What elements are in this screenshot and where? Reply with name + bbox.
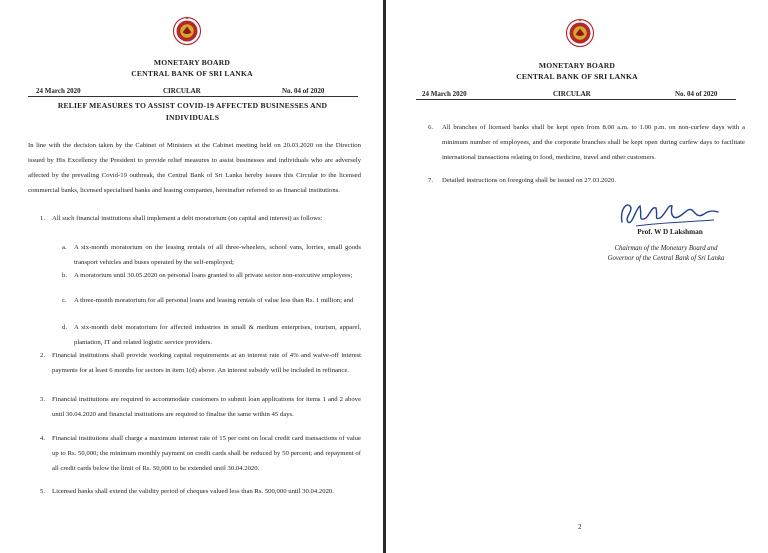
intro-paragraph: In line with the decision taken by the Cabinet of Ministers at the Cabinet meeting held on 20.03.2020 on the Direction issued by His Excellency the President to provide relief measures to assist businesses and individuals who are adversely affected by the prevailing Covid-19 outbreak, the Central Bank of Sri Lanka hereby issues this Circular to the licensed commercial banks, licensed specialised banks and leasing companies, hereinafter referred to as financial institutions. (28, 142, 361, 194)
item-number: 6. (428, 124, 434, 131)
subitem-letter: d. (62, 324, 68, 331)
circular-date: 24 March 2020 (422, 90, 467, 98)
circular-page-2 (386, 0, 768, 553)
org-name-line2: CENTRAL BANK OF SRI LANKA (131, 69, 253, 78)
item-text: Financial institutions shall charge a maximum interest rate of 15 per cent on local credit card transactions of value up to Rs. 50,000; the minimum monthly payment on credit cards shall be reduced by 50 percent; and repayment of all credit cards below the limit of Rs. 50,000 to be extended until 30.04.2020. (52, 435, 361, 472)
item-text: Detailed instructions on foregoing shall be issued on 27.03.2020. (442, 177, 617, 184)
circular-type: CIRCULAR (553, 90, 591, 98)
subitem-text: A three-month moratorium for all personal loans and leasing rentals of value less than Rs. 1 million; and (74, 297, 354, 304)
subitem-letter: a. (62, 244, 67, 251)
item-text: Licensed banks shall extend the validity period of cheques valued less than Rs. 500,000 until 30.04.2020. (52, 488, 334, 495)
item-text: All branches of licensed banks shall be kept open from 8.00 a.m. to 1.00 p.m. on non-curfew days with a minimum number of employees, and the corporate branches shall be kept open during curfew days to facilitate international transactions relating to food, medicine, travel and other customers. (442, 124, 745, 161)
item-number: 7. (428, 177, 434, 184)
central-bank-emblem-icon (565, 18, 595, 48)
handwritten-signature (616, 196, 726, 230)
circular-number: No. 04 of 2020 (675, 90, 718, 98)
subitem-text: A six-month moratorium on the leasing rentals of all three-wheelers, school vans, lorries, small goods transport vehicles and buses operated by the self-employed; (74, 244, 361, 266)
item-number: 5. (40, 488, 46, 495)
subitem-text: A moratorium until 30.05.2020 on personal loans granted to all private sector non-executive employees; (74, 272, 353, 279)
subitem-letter: c. (62, 297, 67, 304)
item-number: 1. (40, 215, 46, 222)
title-line1: RELIEF MEASURES TO ASSIST COVID-19 AFFECTED BUSINESSES AND (57, 101, 328, 110)
central-bank-emblem-icon (172, 16, 202, 46)
item-text: All such financial institutions shall implement a debt moratorium (on capital and interest) as follows: (52, 215, 323, 222)
header-rule (416, 99, 736, 100)
item-number: 4. (40, 435, 46, 442)
circular-type: CIRCULAR (163, 87, 201, 95)
item-number: 3. (40, 396, 46, 403)
subitem-letter: b. (62, 272, 68, 279)
item-number: 2. (40, 352, 46, 359)
signatory-title-line1: Chairman of the Monetary Board and (614, 245, 718, 252)
org-name-line1: MONETARY BOARD (538, 61, 616, 70)
org-name-line2: CENTRAL BANK OF SRI LANKA (516, 72, 638, 81)
signatory-name: Prof. W D Lakshman (637, 228, 703, 236)
circular-number: No. 04 of 2020 (282, 87, 325, 95)
header-rule (28, 96, 358, 97)
signatory-title-line2: Governor of the Central Bank of Sri Lanka (607, 255, 725, 262)
subitem-text: A six-month debt moratorium for affected industries in small & medium enterprises, tourism, apparel, plantation, IT and related logistic service providers. (74, 324, 361, 346)
org-name-line1: MONETARY BOARD (153, 58, 231, 67)
title-line2: INDIVIDUALS (165, 113, 220, 122)
page-number: 2 (578, 523, 582, 531)
item-text: Financial institutions shall provide working capital requirements at an interest rate of 4% and waive-off interest payments for at least 6 months for sectors in item 1(d) above. An interest subsidy will be included in refinance. (52, 352, 361, 374)
item-text: Financial institutions are required to accommodate customers to submit loan applications for items 1 and 2 above until 30.04.2020 and financial institutions are required to finalise the same within 45 days. (52, 396, 361, 418)
circular-date: 24 March 2020 (36, 87, 81, 95)
